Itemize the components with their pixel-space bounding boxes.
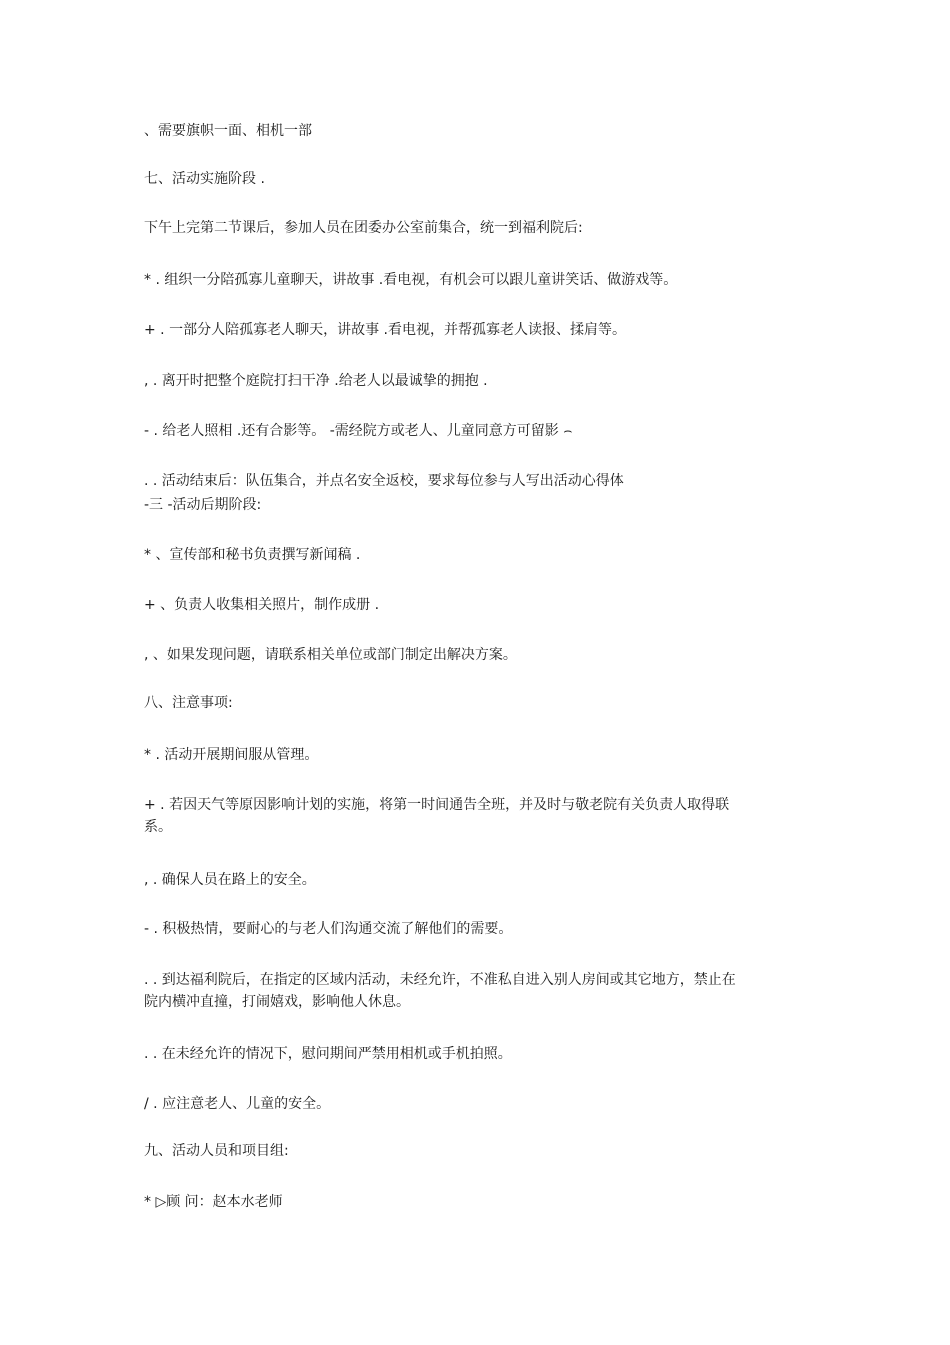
list-item: . . 到达福利院后，在指定的区域内活动，未经允许，不准私自进入别人房间或其它地方，禁止在院内横冲直撞，打闹嬉戏，影响他人休息。 xyxy=(144,972,736,1010)
list-item: + . 一部分人陪孤寡老人聊天，讲故事 .看电视，并帮孤寡老人读报、揉肩等。 xyxy=(144,322,626,338)
list-item: - . 积极热情，要耐心的与老人们沟通交流了解他们的需要。 xyxy=(144,921,513,937)
list-item: * 、宣传部和秘书负责撰写新闻稿 . xyxy=(144,547,361,563)
section-heading-8: 八、注意事项: xyxy=(144,695,233,711)
list-item: / . 应注意老人、儿童的安全。 xyxy=(144,1096,331,1112)
list-item: - . 给老人照相 .还有合影等。 -需经院方或老人、儿童同意方可留影 ⌢ xyxy=(144,423,573,439)
list-item: * ▷顾 问：赵本水老师 xyxy=(144,1194,283,1210)
list-item: + 、负责人收集相关照片，制作成册 . xyxy=(144,597,380,613)
list-item: . . 活动结束后：队伍集合，并点名安全返校，要求每位参与人写出活动心得体 xyxy=(144,473,624,489)
section-heading-9: 九、活动人员和项目组: xyxy=(144,1143,289,1159)
section-heading-7: 七、活动实施阶段 . xyxy=(144,171,265,187)
text-line-1: 、需要旗帜一面、相机一部 xyxy=(144,123,312,139)
list-item: * . 活动开展期间服从管理。 xyxy=(144,747,319,763)
list-item: * . 组织一分陪孤寡儿童聊天，讲故事 .看电视，有机会可以跟儿童讲笑话、做游戏等。 xyxy=(144,272,678,288)
list-item: . . 在未经允许的情况下，慰问期间严禁用相机或手机拍照。 xyxy=(144,1046,512,1062)
section-heading-3: -三 -活动后期阶段: xyxy=(144,497,262,513)
list-item: , . 离开时把整个庭院打扫干净 .给老人以最诚挚的拥抱 . xyxy=(144,373,488,389)
list-item: + . 若因天气等原因影响计划的实施，将第一时间通告全班，并及时与敬老院有关负责人取得联系。 xyxy=(144,797,730,835)
text-line-3: 下午上完第二节课后，参加人员在团委办公室前集合，统一到福利院后: xyxy=(144,220,583,236)
list-item: , . 确保人员在路上的安全。 xyxy=(144,872,316,888)
list-item: , 、如果发现问题，请联系相关单位或部门制定出解决方案。 xyxy=(144,647,517,663)
